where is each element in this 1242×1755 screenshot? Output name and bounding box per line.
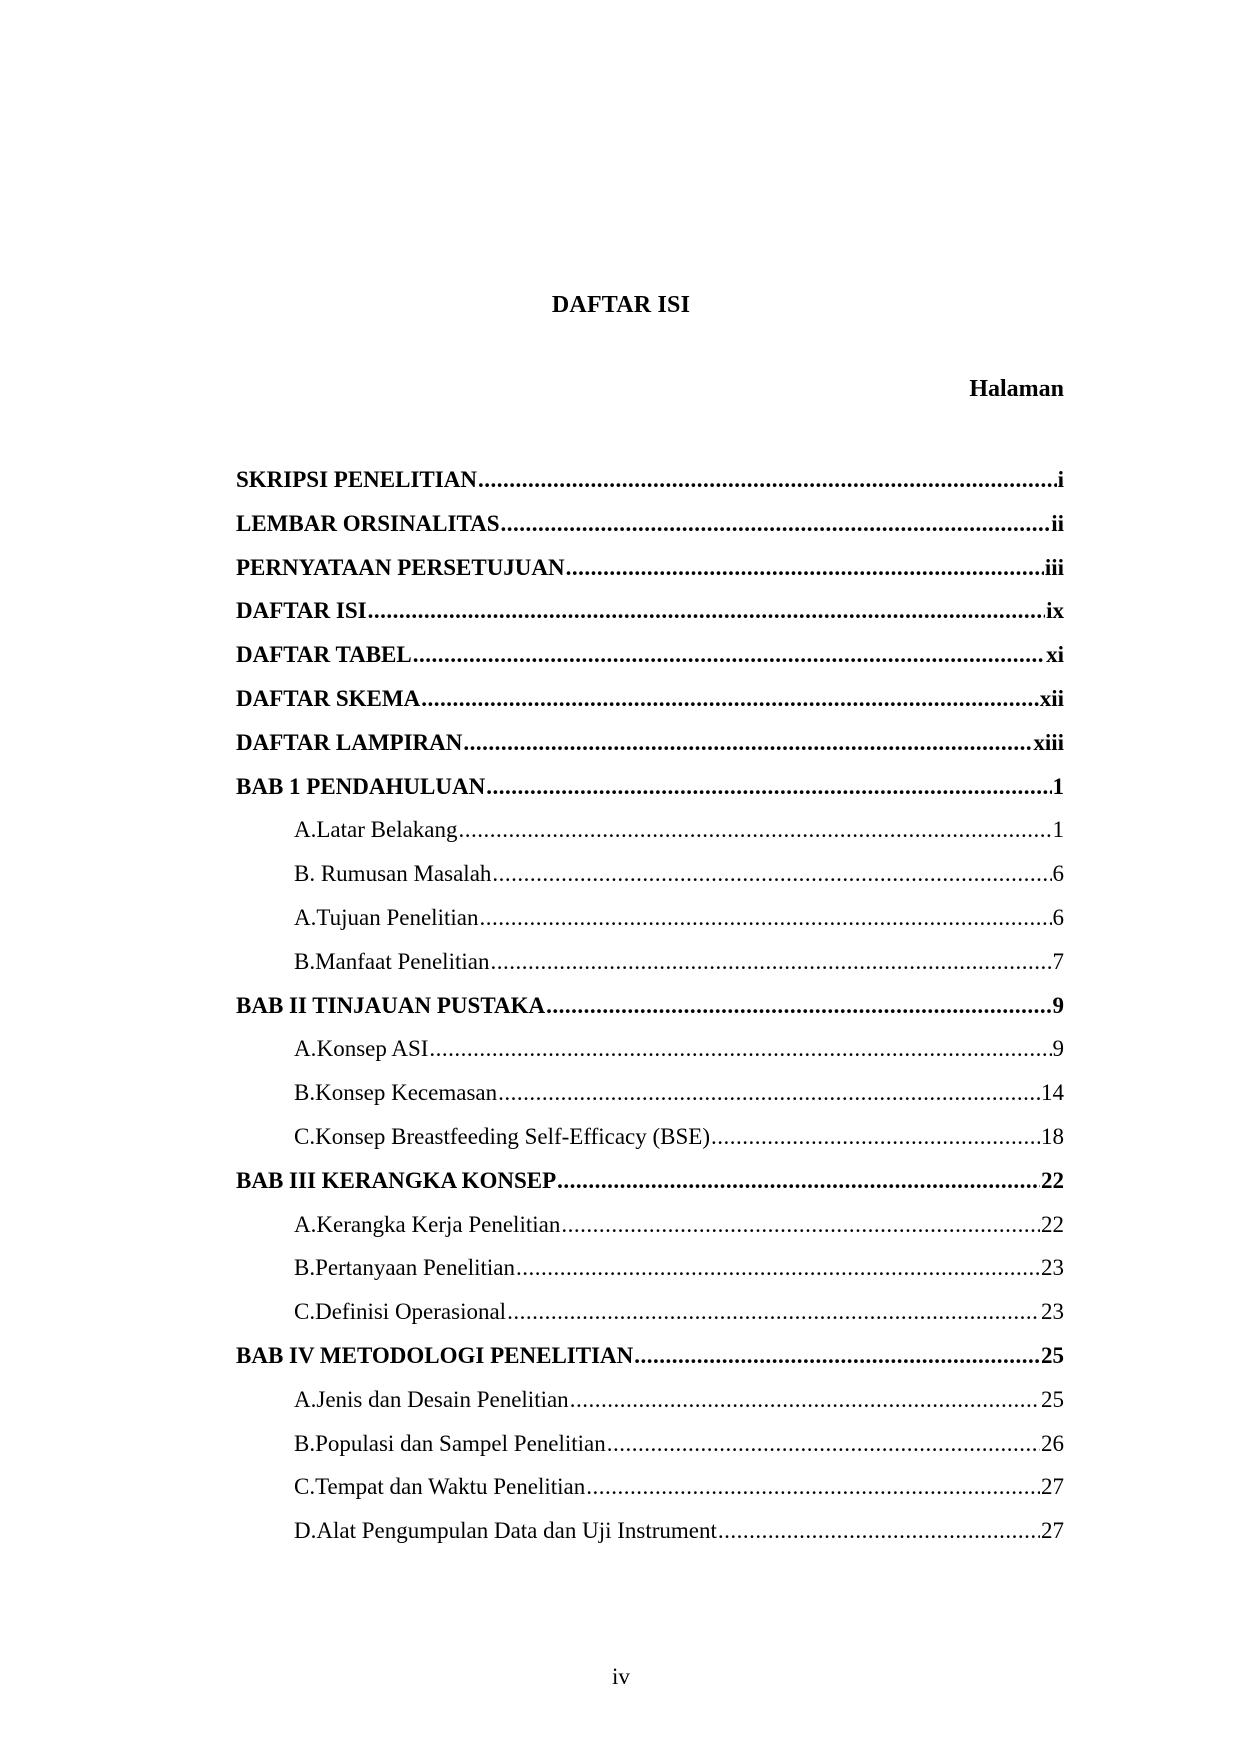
toc-entry-label: Manfaat Penelitian [315,948,490,974]
toc-entry[interactable] [236,589,1064,633]
toc-entry[interactable] [236,502,1064,546]
leader-dots [557,1159,1040,1203]
leader-dots [570,1378,1040,1422]
leader-dots [429,1027,1051,1071]
toc-subentry-letter: B. [294,1080,316,1106]
toc-entry-page: 23 [1041,1255,1064,1281]
leader-dots [566,546,1044,590]
toc-entry-label: B. Rumusan Masalah [294,861,492,887]
toc-entry-label: Pertanyaan Penelitian [315,1255,515,1281]
toc-subentry[interactable] [236,1378,1064,1422]
toc-entry-label: Konsep Kecemasan [315,1080,498,1106]
toc-subentry-letter: D. [294,1518,317,1544]
leader-dots [501,502,1051,546]
toc-entry-page: 27 [1041,1518,1064,1544]
leader-dots [711,1115,1040,1159]
toc-entry-page: 18 [1041,1123,1064,1149]
toc-entry-label: Latar Belakang [316,817,458,843]
leader-dots [546,984,1051,1028]
leader-dots [486,765,1051,809]
toc-entry-page: 14 [1041,1080,1064,1106]
toc-entry-label: Definisi Operasional [315,1299,507,1325]
toc-entry-page: 25 [1041,1342,1064,1368]
leader-dots [561,1203,1040,1247]
toc-entry-page: 25 [1041,1386,1064,1412]
toc-subentry-letter: A. [294,1211,317,1237]
leader-dots [492,852,1051,896]
page-column-header: Halaman [969,376,1064,402]
toc-subentry[interactable] [236,852,1064,896]
toc-entry-label: Alat Pengumpulan Data dan Uji Instrument [316,1518,717,1544]
toc-subentry-letter: B. [294,948,316,974]
toc-entry-label: Konsep Breastfeeding Self-Efficacy (BSE) [315,1123,711,1149]
toc-subentry[interactable] [236,1422,1064,1466]
toc-subentry[interactable] [236,1246,1064,1290]
toc-entry-label: DAFTAR LAMPIRAN [236,729,463,755]
toc-subentry[interactable] [236,1465,1064,1509]
leader-dots [586,1465,1040,1509]
leader-dots [718,1509,1040,1553]
toc-entry-page: 9 [1052,992,1064,1018]
toc-subentry-letter: B. [294,1430,316,1456]
toc-entry-label: SKRIPSI PENELITIAN [236,467,477,492]
leader-dots [478,458,1057,502]
toc-entry-page: 7 [1052,948,1064,974]
toc-subentry-letter: A. [294,904,317,930]
toc-entry-label: BAB IV METODOLOGI PENELITIAN [236,1342,634,1368]
toc-entry-label: DAFTAR TABEL [236,642,412,668]
toc-chapter[interactable] [236,765,1064,809]
leader-dots [368,589,1046,633]
toc-subentry-letter: A. [294,1036,317,1062]
page-title: DAFTAR ISI [551,292,691,318]
leader-dots [413,633,1045,677]
toc-entry[interactable] [236,721,1064,765]
toc-subentry-letter: C. [294,1299,316,1325]
toc-entry-label: BAB III KERANGKA KONSEP [236,1167,557,1193]
toc-entry-label: Tujuan Penelitian [316,904,479,930]
toc-entry-label: DAFTAR SKEMA [236,685,421,711]
toc-entry[interactable] [236,546,1064,590]
toc-entry-label: LEMBAR ORSINALITAS [236,510,500,536]
leader-dots [498,1071,1040,1115]
toc-subentry[interactable] [236,896,1064,940]
toc-subentry[interactable] [236,1115,1064,1159]
toc-subentry-letter: C. [294,1474,316,1500]
toc-entry-page: 22 [1041,1211,1064,1237]
toc-entry[interactable] [236,633,1064,677]
toc-entry-page: iii [1044,554,1064,580]
toc-subentry-letter: B. [294,1255,316,1281]
toc-entry-page: 6 [1052,861,1064,887]
toc-entry-label: Jenis dan Desain Penelitian [316,1386,569,1412]
toc-entry[interactable] [236,677,1064,721]
toc-chapter[interactable] [236,1159,1064,1203]
toc-chapter[interactable] [236,984,1064,1028]
toc-entry-page: 9 [1052,1036,1064,1062]
toc-entry-page: ii [1051,510,1064,536]
toc-entry-label: Konsep ASI [316,1036,429,1062]
toc-subentry[interactable] [236,1203,1064,1247]
toc-entry[interactable] [236,458,1064,502]
leader-dots [516,1246,1040,1290]
toc-entry-label: BAB II TINJAUAN PUSTAKA [236,992,546,1018]
toc-entry-label: Kerangka Kerja Penelitian [316,1211,561,1237]
toc-subentry[interactable] [236,1071,1064,1115]
toc-entry-label: BAB 1 PENDAHULUAN [236,773,486,799]
leader-dots [479,896,1051,940]
toc-entry-page: 27 [1041,1474,1064,1500]
leader-dots [490,940,1051,984]
leader-dots [507,1290,1040,1334]
toc-entry-page: 26 [1041,1430,1064,1456]
toc-entry-label: DAFTAR ISI [236,598,367,624]
toc-entry-label: Tempat dan Waktu Penelitian [315,1474,586,1500]
toc-entry-label: PERNYATAAN PERSETUJUAN [236,554,565,580]
footer-page-number: iv [612,1664,630,1689]
toc-entry-page: 23 [1041,1299,1064,1325]
toc-entry-page: 22 [1041,1167,1064,1193]
toc-entry-page: i [1057,467,1064,492]
toc-subentry-letter: A. [294,817,317,843]
toc-entry-page: 6 [1052,904,1064,930]
toc-entry-page: 1 [1052,817,1064,843]
toc-entry-label: Populasi dan Sampel Penelitian [315,1430,606,1456]
toc-entry-page: 1 [1052,773,1064,799]
toc-subentry[interactable] [236,940,1064,984]
toc-subentry[interactable] [236,1509,1064,1553]
toc-entry-page: ix [1046,598,1064,624]
leader-dots [459,808,1052,852]
toc-subentry-letter: A. [294,1386,317,1412]
toc-subentry[interactable] [236,808,1064,852]
toc-subentry[interactable] [236,1290,1064,1334]
toc-entry-page: xi [1046,642,1064,668]
toc-subentry-letter: C. [294,1123,316,1149]
table-of-contents [236,458,1064,1553]
toc-entry-page: xiii [1033,729,1064,755]
toc-chapter[interactable] [236,1334,1064,1378]
toc-entry-page: xii [1039,685,1064,711]
leader-dots [463,721,1032,765]
leader-dots [607,1422,1040,1466]
toc-subentry[interactable] [236,1027,1064,1071]
leader-dots [634,1334,1040,1378]
leader-dots [421,677,1039,721]
